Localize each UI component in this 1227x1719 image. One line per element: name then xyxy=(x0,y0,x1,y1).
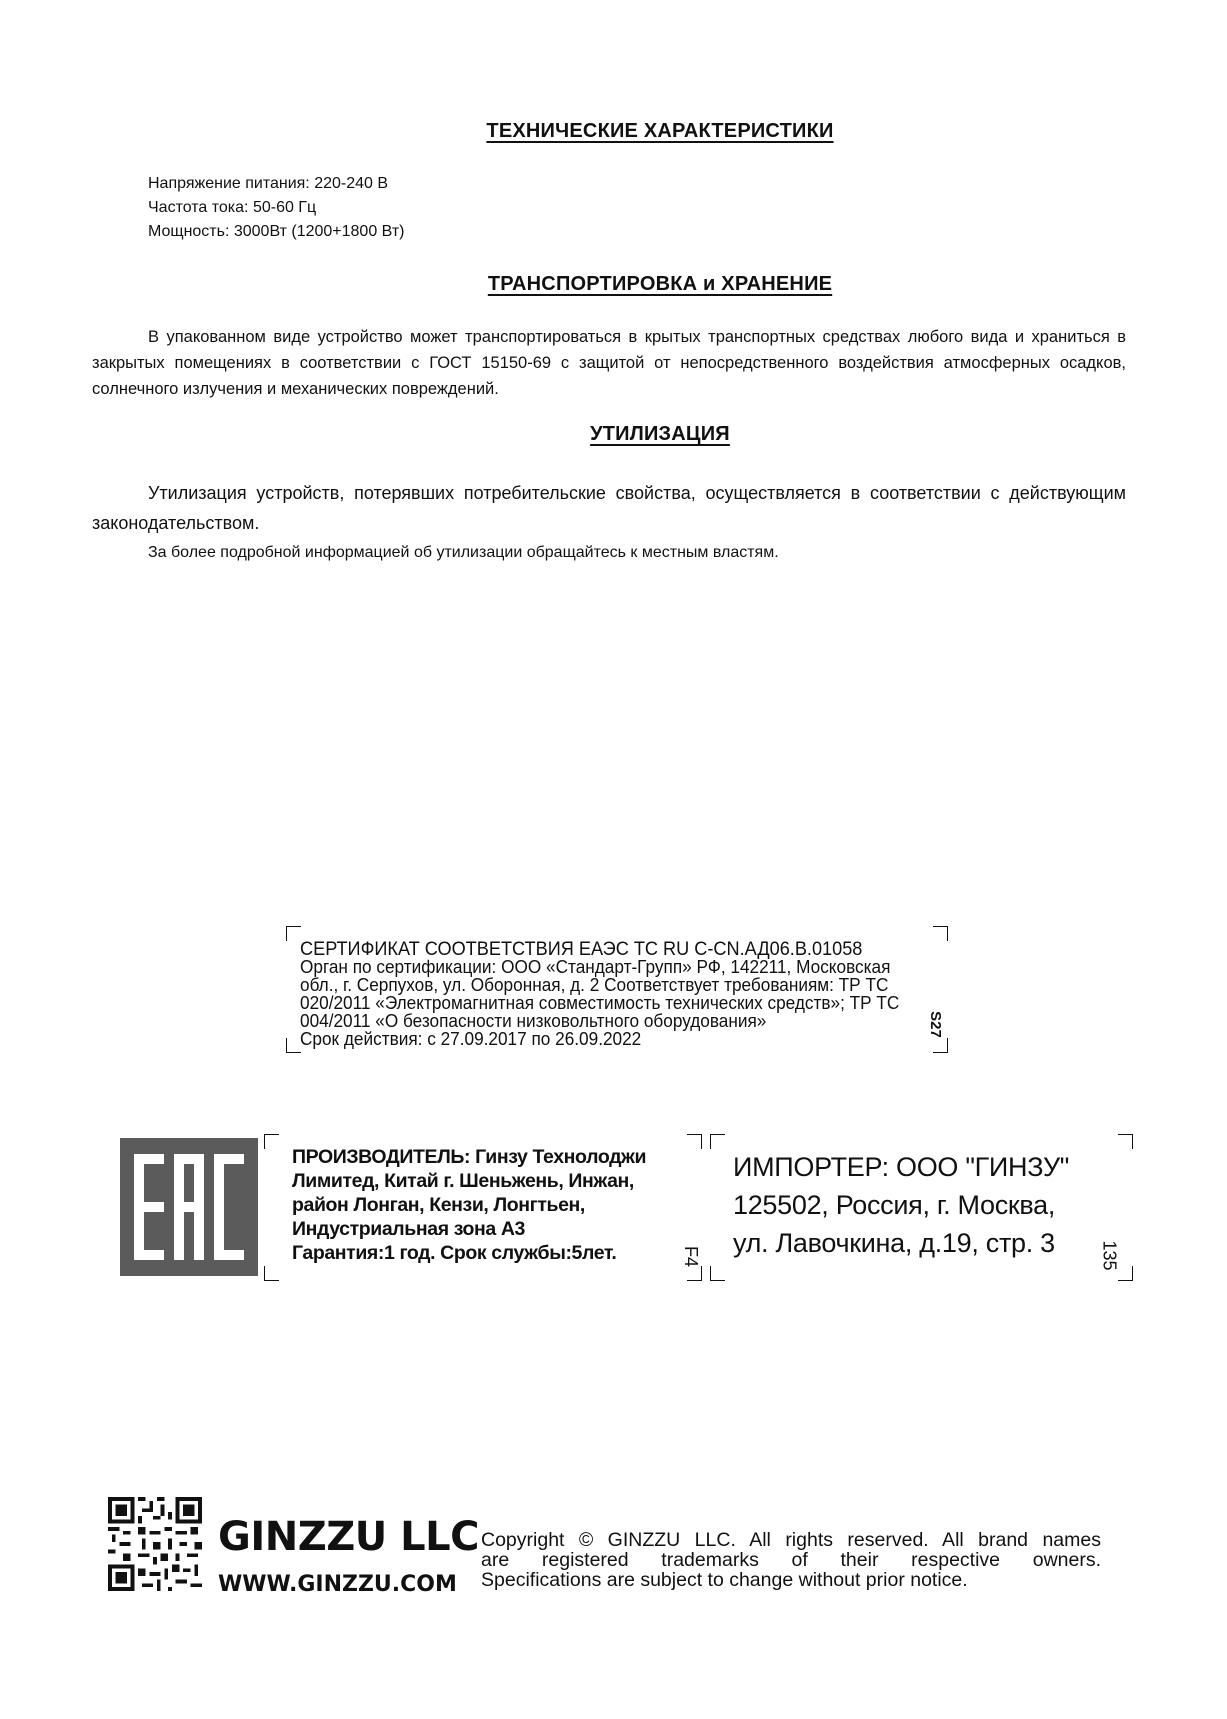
manufacturer-line: район Лонган, Кензи, Лонгтьен, xyxy=(292,1194,585,1216)
transport-heading: ТРАНСПОРТИРОВКА и ХРАНЕНИЕ xyxy=(487,273,833,295)
spec-frequency: Частота тока: 50-60 Гц xyxy=(148,199,317,216)
corner-mark xyxy=(933,926,948,941)
certificate-line: обл., г. Серпухов, ул. Оборонная, д. 2 Соответствует требованиям: ТР ТС xyxy=(300,974,889,995)
brand-name: GINZZU LLC xyxy=(218,1514,479,1560)
corner-mark xyxy=(933,1038,948,1053)
corner-mark xyxy=(264,1134,279,1149)
importer-text xyxy=(733,1148,1093,1262)
corner-mark xyxy=(286,926,301,941)
copyright-text xyxy=(481,1530,1101,1590)
importer-line: ИМПОРТЕР: ООО "ГИНЗУ" xyxy=(733,1152,1070,1182)
certificate-line: СЕРТИФИКАТ СООТВЕТСТВИЯ ЕАЭС ТС RU С-CN.АД06.В.01058 xyxy=(300,938,863,960)
disposal-note: За более подробной информацией об утилизации обращайтесь к местным властям. xyxy=(148,544,779,561)
certificate-line: Срок действия: с 27.09.2017 по 26.09.2022 xyxy=(300,1028,642,1049)
manufacturer-line: ПРОИЗВОДИТЕЛЬ: Гинзу Технолоджи xyxy=(292,1146,647,1168)
importer-code: 135 xyxy=(1099,1240,1120,1271)
eac-logo xyxy=(120,1138,258,1276)
copyright-line: Copyright © GINZZU LLC. All rights reserved. All brand names xyxy=(481,1529,1101,1551)
importer-line: ул. Лавочкина, д.19, стр. 3 xyxy=(733,1228,1055,1258)
corner-mark xyxy=(1118,1134,1133,1149)
copyright-line: are registered trademarks of their respective owners. xyxy=(481,1549,1101,1571)
manufacturer-line: Лимитед, Китай г. Шеньжень, Инжан, xyxy=(292,1170,634,1192)
qr-code-icon xyxy=(108,1497,202,1591)
copyright-line: Specifications are subject to change without prior notice. xyxy=(481,1569,968,1591)
corner-mark xyxy=(687,1266,702,1281)
corner-mark xyxy=(264,1266,279,1281)
manufacturer-line: Гарантия:1 год. Срок службы:5лет. xyxy=(292,1242,617,1264)
corner-mark xyxy=(710,1134,725,1149)
importer-line: 125502, Россия, г. Москва, xyxy=(733,1190,1056,1220)
disposal-text: Утилизация устройств, потерявших потребительские свойства, осуществляется в соответствии с действующим законодательством. xyxy=(92,483,1126,533)
certificate-line: Орган по сертификации: ООО «Стандарт-Групп» РФ, 142211, Московская xyxy=(300,956,891,977)
corner-mark xyxy=(1118,1266,1133,1281)
certificate-line: 020/2011 «Электромагнитная совместимость технических средств»; ТР ТС xyxy=(300,992,900,1013)
manufacturer-line: Индустриальная зона А3 xyxy=(292,1218,525,1240)
certificate-text xyxy=(300,940,905,1048)
manufacturer-code: F4 xyxy=(681,1245,702,1268)
transport-text: В упакованном виде устройство может транспортироваться в крытых транспортных средствах любого вида и храниться в закрытых помещениях в соответствии с ГОСТ 15150-69 с защитой от непосредственного воздействия атмосферных осадков, солнечного излучения и механических повреждений. xyxy=(92,328,1126,398)
tech-heading: ТЕХНИЧЕСКИЕ ХАРАКТЕРИСТИКИ xyxy=(486,120,834,142)
corner-mark xyxy=(687,1134,702,1149)
eac-mark-icon xyxy=(120,1138,258,1276)
corner-mark xyxy=(286,1038,301,1053)
disposal-heading: УТИЛИЗАЦИЯ xyxy=(590,423,730,445)
qr-code xyxy=(108,1497,202,1591)
spec-voltage: Напряжение питания: 220-240 В xyxy=(148,175,389,192)
certificate-line: 004/2011 «О безопасности низковольтного оборудования» xyxy=(300,1010,767,1031)
certificate-code: S27 xyxy=(926,1011,944,1038)
website-link[interactable]: WWW.GINZZU.COM xyxy=(218,1572,457,1597)
corner-mark xyxy=(710,1266,725,1281)
manufacturer-text xyxy=(292,1145,682,1265)
spec-power: Мощность: 3000Вт (1200+1800 Вт) xyxy=(148,223,405,240)
